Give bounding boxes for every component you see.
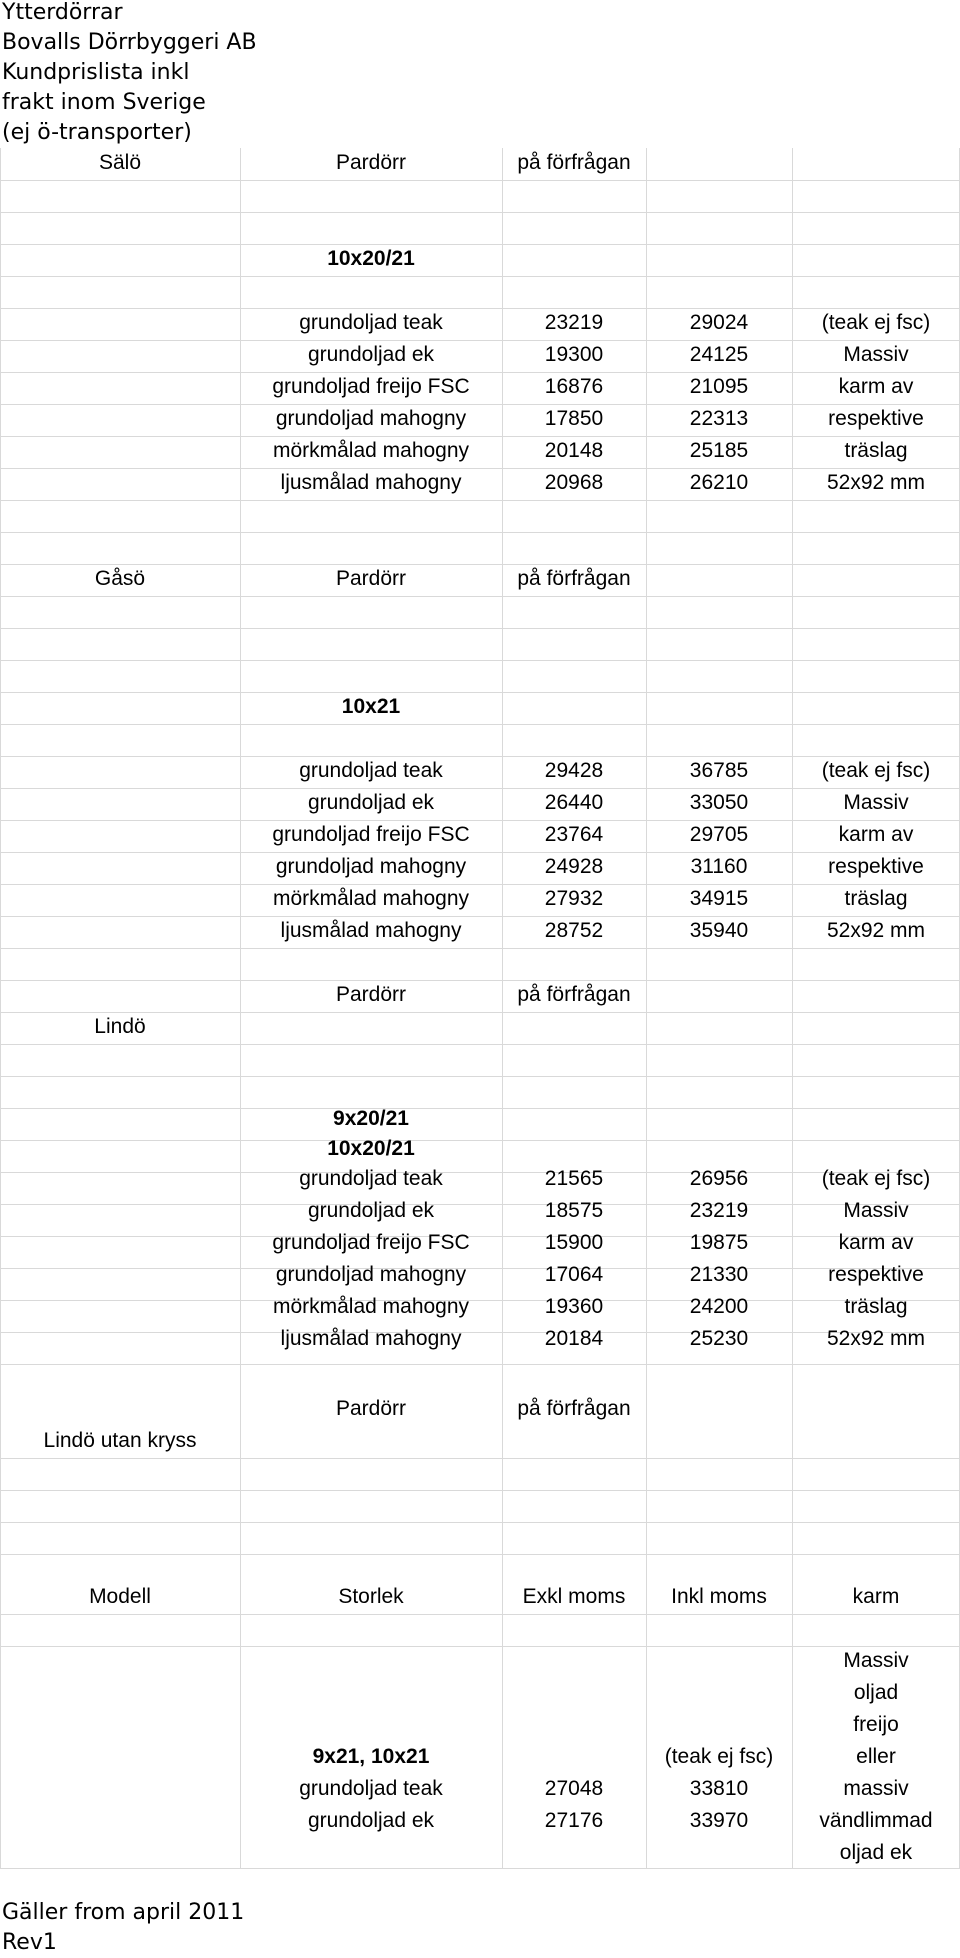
note-cell: karm av <box>838 1231 914 1254</box>
karm-line: eller <box>856 1745 896 1768</box>
price-exkl-cell: 26440 <box>544 791 604 814</box>
karm-line: Massiv <box>843 1649 909 1672</box>
price-exkl-cell: 24928 <box>544 855 604 878</box>
freight-exception-line: (ej ö-transporter) <box>2 120 192 145</box>
price-list-line: Kundprislista inkl <box>2 60 190 85</box>
price-table <box>0 148 960 1868</box>
size-label: 9x20/21 <box>333 1107 409 1130</box>
header-karm: karm <box>852 1585 900 1608</box>
finish-cell: mörkmålad mahogny <box>272 1295 470 1318</box>
validity-note: Gäller from april 2011 <box>2 1900 245 1925</box>
price-exkl-cell: 27932 <box>544 887 604 910</box>
finish-cell: grundoljad ek <box>307 1809 435 1832</box>
price-inkl-cell: 19875 <box>689 1231 749 1254</box>
note-cell: karm av <box>838 823 914 846</box>
grid-row-line <box>0 628 960 629</box>
doc-title: Ytterdörrar <box>2 0 123 25</box>
finish-cell: grundoljad freijo FSC <box>272 1231 470 1254</box>
price-exkl-cell: 20148 <box>544 439 604 462</box>
note-cell: respektive <box>828 855 924 878</box>
price-inkl-cell: 29024 <box>689 311 749 334</box>
price-exkl-cell: 23219 <box>544 311 604 334</box>
finish-cell: grundoljad ek <box>307 343 435 366</box>
price-exkl-cell: 19360 <box>544 1295 604 1318</box>
karm-line: oljad <box>853 1681 899 1704</box>
pardorr-label: Pardörr <box>335 983 407 1006</box>
price-inkl-cell: 24200 <box>689 1295 749 1318</box>
grid-row-line <box>0 180 960 181</box>
price-inkl-cell: 26210 <box>689 471 749 494</box>
finish-cell: mörkmålad mahogny <box>272 439 470 462</box>
price-exkl-cell: 17064 <box>544 1263 604 1286</box>
price-exkl-cell: 18575 <box>544 1199 604 1222</box>
price-inkl-cell: 21095 <box>689 375 749 398</box>
grid-row-line <box>0 1364 960 1365</box>
price-inkl-cell: 36785 <box>689 759 749 782</box>
grid-row-line <box>0 1076 960 1077</box>
finish-cell: grundoljad mahogny <box>275 407 467 430</box>
finish-cell: grundoljad teak <box>299 311 443 334</box>
price-inkl-cell: 25230 <box>689 1327 749 1350</box>
price-exkl-cell: 20968 <box>544 471 604 494</box>
note-cell: (teak ej fsc) <box>821 311 931 334</box>
karm-line: massiv <box>843 1777 909 1800</box>
price-exkl-cell: 16876 <box>544 375 604 398</box>
price-inkl-cell: 29705 <box>689 823 749 846</box>
finish-cell: ljusmålad mahogny <box>280 919 462 942</box>
teak-note: (teak ej fsc) <box>664 1745 774 1768</box>
model-lindo-utan-kryss: Lindö utan kryss <box>43 1429 197 1452</box>
header-modell: Modell <box>89 1585 151 1608</box>
price-inkl-cell: 21330 <box>689 1263 749 1286</box>
finish-cell: grundoljad teak <box>299 1777 443 1800</box>
grid-row-line <box>0 1554 960 1555</box>
grid-row-line <box>0 1458 960 1459</box>
karm-line: freijo <box>853 1713 899 1736</box>
note-cell: träslag <box>844 887 908 910</box>
price-inkl-cell: 35940 <box>689 919 749 942</box>
finish-cell: ljusmålad mahogny <box>280 1327 462 1350</box>
model-salo: Sälö <box>98 151 142 174</box>
header-inkl-moms: Inkl moms <box>671 1585 767 1608</box>
size-label: 9x21, 10x21 <box>312 1745 430 1768</box>
price-inkl-cell: 23219 <box>689 1199 749 1222</box>
grid-row-line <box>0 1868 960 1869</box>
note-cell: (teak ej fsc) <box>821 1167 931 1190</box>
price-inkl-cell: 34915 <box>689 887 749 910</box>
price-exkl-cell: 19300 <box>544 343 604 366</box>
size-label: 10x20/21 <box>327 1137 415 1160</box>
size-label: 10x20/21 <box>327 247 415 270</box>
note-cell: karm av <box>838 375 914 398</box>
company-name: Bovalls Dörrbyggeri AB <box>2 30 257 55</box>
note-cell: Massiv <box>843 791 909 814</box>
finish-cell: mörkmålad mahogny <box>272 887 470 910</box>
grid-row-line <box>0 532 960 533</box>
finish-cell: grundoljad teak <box>299 759 443 782</box>
price-inkl-cell: 33050 <box>689 791 749 814</box>
finish-cell: ljusmålad mahogny <box>280 471 462 494</box>
price-inkl-cell: 31160 <box>690 855 748 878</box>
model-lindo: Lindö <box>94 1015 146 1038</box>
karm-line: vändlimmad <box>819 1809 933 1832</box>
note-cell: 52x92 mm <box>826 471 926 494</box>
price-exkl-cell: 15900 <box>544 1231 604 1254</box>
note-cell: (teak ej fsc) <box>821 759 931 782</box>
price-exkl-cell: 23764 <box>544 823 604 846</box>
finish-cell: grundoljad teak <box>299 1167 443 1190</box>
grid-row-line <box>0 500 960 501</box>
price-inkl-cell: 25185 <box>689 439 749 462</box>
price-exkl-cell: 17850 <box>544 407 604 430</box>
price-inkl-cell: 33810 <box>689 1777 749 1800</box>
grid-row-line <box>0 212 960 213</box>
header-storlek: Storlek <box>338 1585 404 1608</box>
note-cell: träslag <box>844 439 908 462</box>
price-exkl-cell: 27048 <box>544 1777 604 1800</box>
note-cell: Massiv <box>843 1199 909 1222</box>
karm-line: oljad ek <box>839 1841 913 1864</box>
note-cell: 52x92 mm <box>826 919 926 942</box>
grid-row-line <box>0 948 960 949</box>
price-exkl-cell: 20184 <box>544 1327 604 1350</box>
finish-cell: grundoljad freijo FSC <box>272 823 470 846</box>
price-exkl-cell: 28752 <box>544 919 604 942</box>
price-inkl-cell: 33970 <box>689 1809 749 1832</box>
note-cell: Massiv <box>843 343 909 366</box>
price-inkl-cell: 24125 <box>689 343 749 366</box>
price-inkl-cell: 26956 <box>689 1167 749 1190</box>
price-inkl-cell: 22313 <box>689 407 749 430</box>
pardorr-label: Pardörr <box>335 151 407 174</box>
grid-row-line <box>0 276 960 277</box>
pardorr-price: på förfrågan <box>517 151 631 174</box>
grid-row-line <box>0 1522 960 1523</box>
header-exkl-moms: Exkl moms <box>522 1585 626 1608</box>
revision-note: Rev1 <box>2 1930 57 1955</box>
pardorr-price: på förfrågan <box>517 1397 631 1420</box>
pardorr-label: Pardörr <box>335 567 407 590</box>
note-cell: träslag <box>844 1295 908 1318</box>
finish-cell: grundoljad mahogny <box>275 855 467 878</box>
size-label: 10x21 <box>341 695 401 718</box>
price-exkl-cell: 27176 <box>544 1809 604 1832</box>
pardorr-price: på förfrågan <box>517 983 631 1006</box>
finish-cell: grundoljad mahogny <box>275 1263 467 1286</box>
note-cell: respektive <box>828 407 924 430</box>
grid-row-line <box>0 660 960 661</box>
finish-cell: grundoljad freijo FSC <box>272 375 470 398</box>
finish-cell: grundoljad ek <box>307 791 435 814</box>
grid-row-line <box>0 596 960 597</box>
pardorr-price: på förfrågan <box>517 567 631 590</box>
grid-row-line <box>0 724 960 725</box>
grid-row-line <box>0 1044 960 1045</box>
note-cell: respektive <box>828 1263 924 1286</box>
price-exkl-cell: 21565 <box>544 1167 604 1190</box>
finish-cell: grundoljad ek <box>307 1199 435 1222</box>
pardorr-label: Pardörr <box>335 1397 407 1420</box>
freight-line: frakt inom Sverige <box>2 90 206 115</box>
grid-row-line <box>0 1490 960 1491</box>
note-cell: 52x92 mm <box>826 1327 926 1350</box>
price-exkl-cell: 29428 <box>544 759 604 782</box>
grid-row-line <box>0 1614 960 1615</box>
model-gaso: Gåsö <box>94 567 146 590</box>
